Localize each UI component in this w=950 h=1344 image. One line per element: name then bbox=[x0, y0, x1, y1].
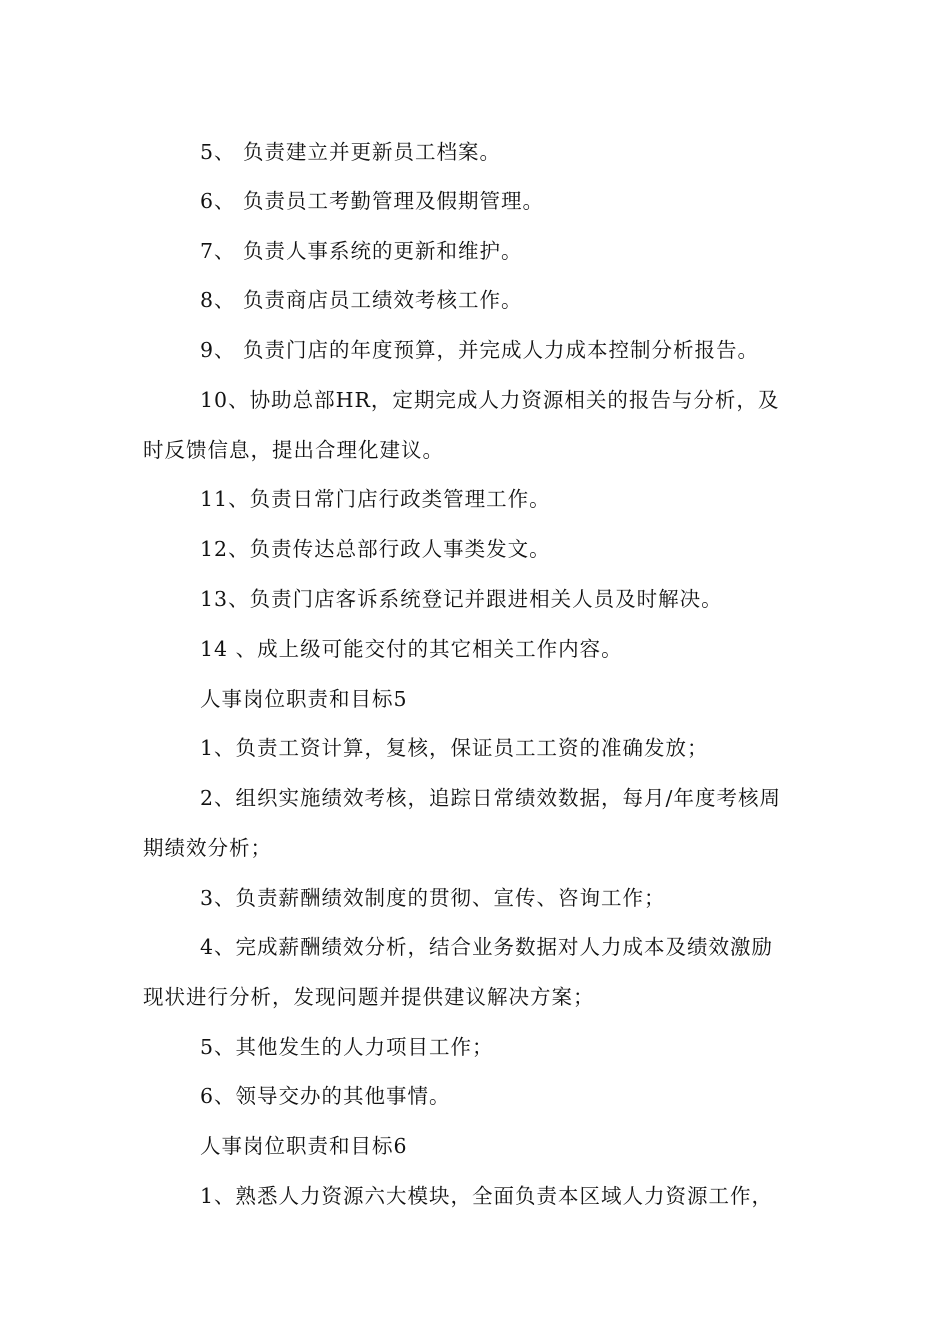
text-line: 8、 负责商店员工绩效考核工作。 bbox=[200, 288, 523, 312]
text-line: 1、熟悉人力资源六大模块，全面负责本区域人力资源工作， bbox=[200, 1184, 774, 1208]
text-line: 9、 负责门店的年度预算，并完成人力成本控制分析报告。 bbox=[200, 338, 760, 362]
text-line: 7、 负责人事系统的更新和维护。 bbox=[200, 239, 523, 263]
text-line: 现状进行分析，发现问题并提供建议解决方案； bbox=[143, 985, 595, 1009]
text-line: 1、负责工资计算，复核，保证员工工资的准确发放； bbox=[200, 736, 709, 760]
text-line: 5、其他发生的人力项目工作； bbox=[200, 1035, 494, 1059]
text-line: 10、协助总部HR，定期完成人力资源相关的报告与分析，及 bbox=[200, 388, 780, 412]
text-line: 3、负责薪酬绩效制度的贯彻、宣传、咨询工作； bbox=[200, 886, 666, 910]
text-line: 11、负责日常门店行政类管理工作。 bbox=[200, 487, 551, 511]
section-heading: 人事岗位职责和目标6 bbox=[200, 1134, 408, 1158]
text-line: 14 、成上级可能交付的其它相关工作内容。 bbox=[200, 637, 623, 661]
text-line: 13、负责门店客诉系统登记并跟进相关人员及时解决。 bbox=[200, 587, 723, 611]
text-line: 期绩效分析； bbox=[143, 836, 272, 860]
text-line: 5、 负责建立并更新员工档案。 bbox=[200, 140, 502, 164]
text-line: 2、组织实施绩效考核，追踪日常绩效数据，每月/年度考核周 bbox=[200, 786, 781, 810]
text-line: 时反馈信息，提出合理化建议。 bbox=[143, 438, 444, 462]
section-heading: 人事岗位职责和目标5 bbox=[200, 687, 408, 711]
text-line: 6、领导交办的其他事情。 bbox=[200, 1084, 451, 1108]
text-line: 12、负责传达总部行政人事类发文。 bbox=[200, 537, 551, 561]
text-line: 6、 负责员工考勤管理及假期管理。 bbox=[200, 189, 545, 213]
text-line: 4、完成薪酬绩效分析，结合业务数据对人力成本及绩效激励 bbox=[200, 935, 774, 959]
